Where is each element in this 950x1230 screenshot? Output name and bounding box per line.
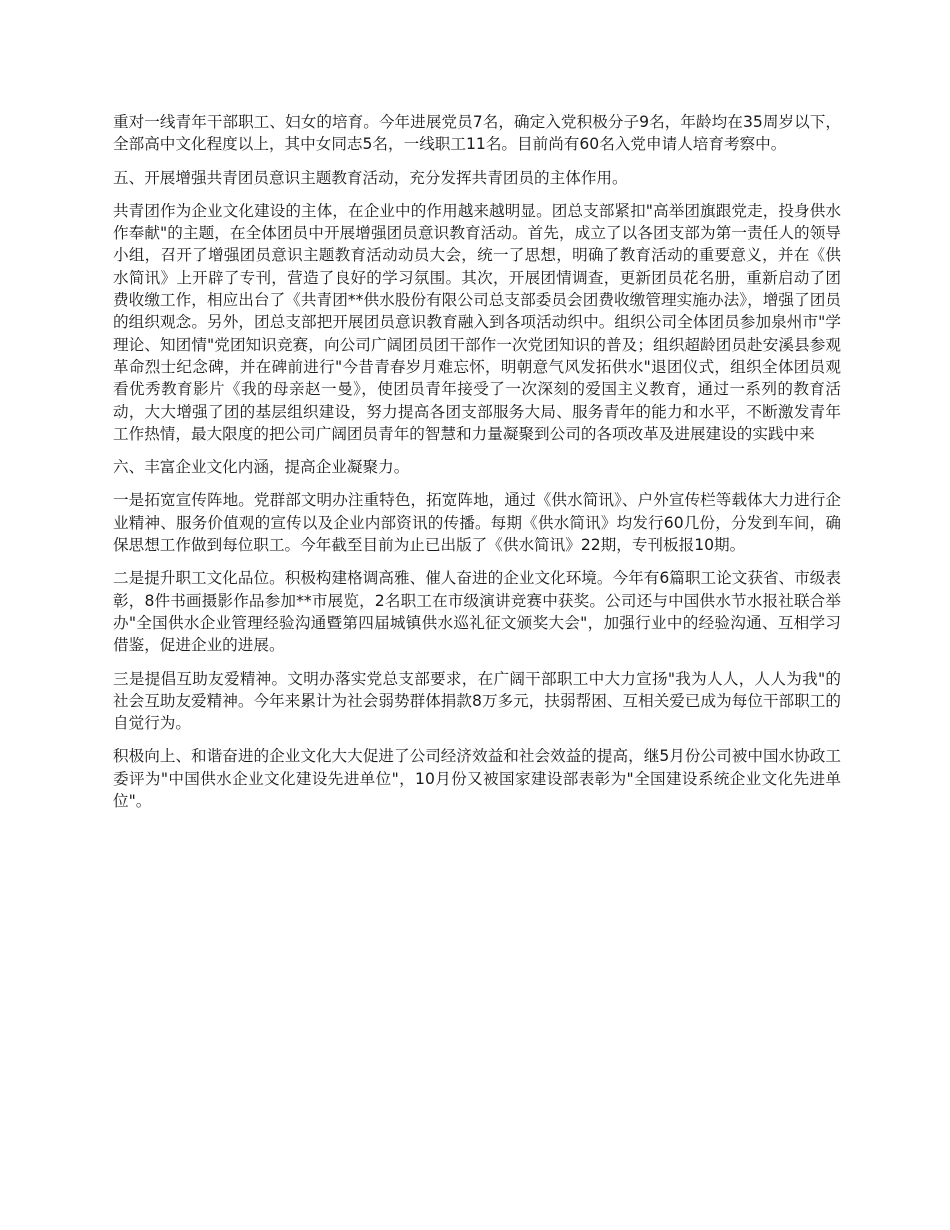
paragraph-culture-quality: 二是提升职工文化品位。积极构建格调高雅、催人奋进的企业文化环境。今年有6篇职工论文获省、市级表彰，8件书画摄影作品参加**市展览，2名职工在市级演讲竞赛中获奖。公司还与中国供水节水报社联合举办"全国供水企业管理经验沟通暨第四届城镇供水巡礼征文颁奖大会"，加强行业中的经验沟通、互相学习借鉴，促进企业的进展。 (113, 569, 841, 655)
paragraph-youth-league: 共青团作为企业文化建设的主体，在企业中的作用越来越明显。团总支部紧扣"高举团旗跟党走，投身供水作奉献"的主题，在全体团员中开展增强团员意识教育活动。首先，成立了以各团支部为第一责任人的领导小组，召开了增强团员意识主题教育活动动员大会，统一了思想，明确了教育活动的重要意义，并在《供水简讯》上开辟了专刊，营造了良好的学习氛围。其次，开展团情调查，更新团员花名册，重新启动了团费收缴工作，相应出台了《共青团**供水股份有限公司总支部委员会团费收缴管理实施办法》，增强了团员的组织观念。另外，团总支部把开展团员意识教育融入到各项活动织中。组织公司全体团员参加泉州市"学理论、知团情"党团知识竞赛，向公司广阔团员团干部作一次党团知识的普及；组织超龄团员赴安溪县参观革命烈士纪念碑，并在碑前进行"今昔青春岁月难忘怀，明朝意气风发拓供水"退团仪式，组织全体团员观看优秀教育影片《我的母亲赵一曼》，使团员青年接受了一次深刻的爱国主义教育，通过一系列的教育活动，大大增强了团的基层组织建设，努力提高各团支部服务大局、服务青年的能力和水平，不断激发青年工作热情，最大限度的把公司广阔团员青年的智慧和力量凝聚到公司的各项改革及进展建设的实践中来 (113, 201, 841, 443)
document-body (113, 111, 841, 823)
paragraph-mutual-aid: 三是提倡互助友爱精神。文明办落实党总支部要求，在广阔干部职工中大力宣扬"我为人人，人人为我"的社会互助友爱精神。今年来累计为社会弱势群体捐款8万多元，扶弱帮困、互相关爱已成为每位干部职工的自觉行为。 (113, 669, 841, 733)
paragraph-party-members: 重对一线青年干部职工、妇女的培育。今年进展党员7名，确定入党积极分子9名，年龄均在35周岁以下，全部高中文化程度以上，其中女同志5名，一线职工11名。目前尚有60名入党申请人培育考察中。 (113, 113, 841, 154)
section-heading-five: 五、开展增强共青团员意识主题教育活动，充分发挥共青团员的主体作用。 (113, 168, 628, 187)
paragraph-conclusion: 积极向上、和谐奋进的企业文化大大促进了公司经济效益和社会效益的提高，继5月份公司被中国水协政工委评为"中国供水企业文化建设先进单位"，10月份又被国家建设部表彰为"全国建设系统企业文化先进单位"。 (113, 747, 841, 811)
paragraph-publicity: 一是拓宽宣传阵地。党群部文明办注重特色，拓宽阵地，通过《供水简讯》、户外宣传栏等载体大力进行企业精神、服务价值观的宣传以及企业内部资讯的传播。每期《供水简讯》均发行60几份，分发到车间，确保思想工作做到每位职工。今年截至目前为止已出版了《供水简讯》22期，专刊板报10期。 (113, 491, 841, 555)
section-heading-six: 六、丰富企业文化内涵，提高企业凝聚力。 (113, 458, 410, 477)
